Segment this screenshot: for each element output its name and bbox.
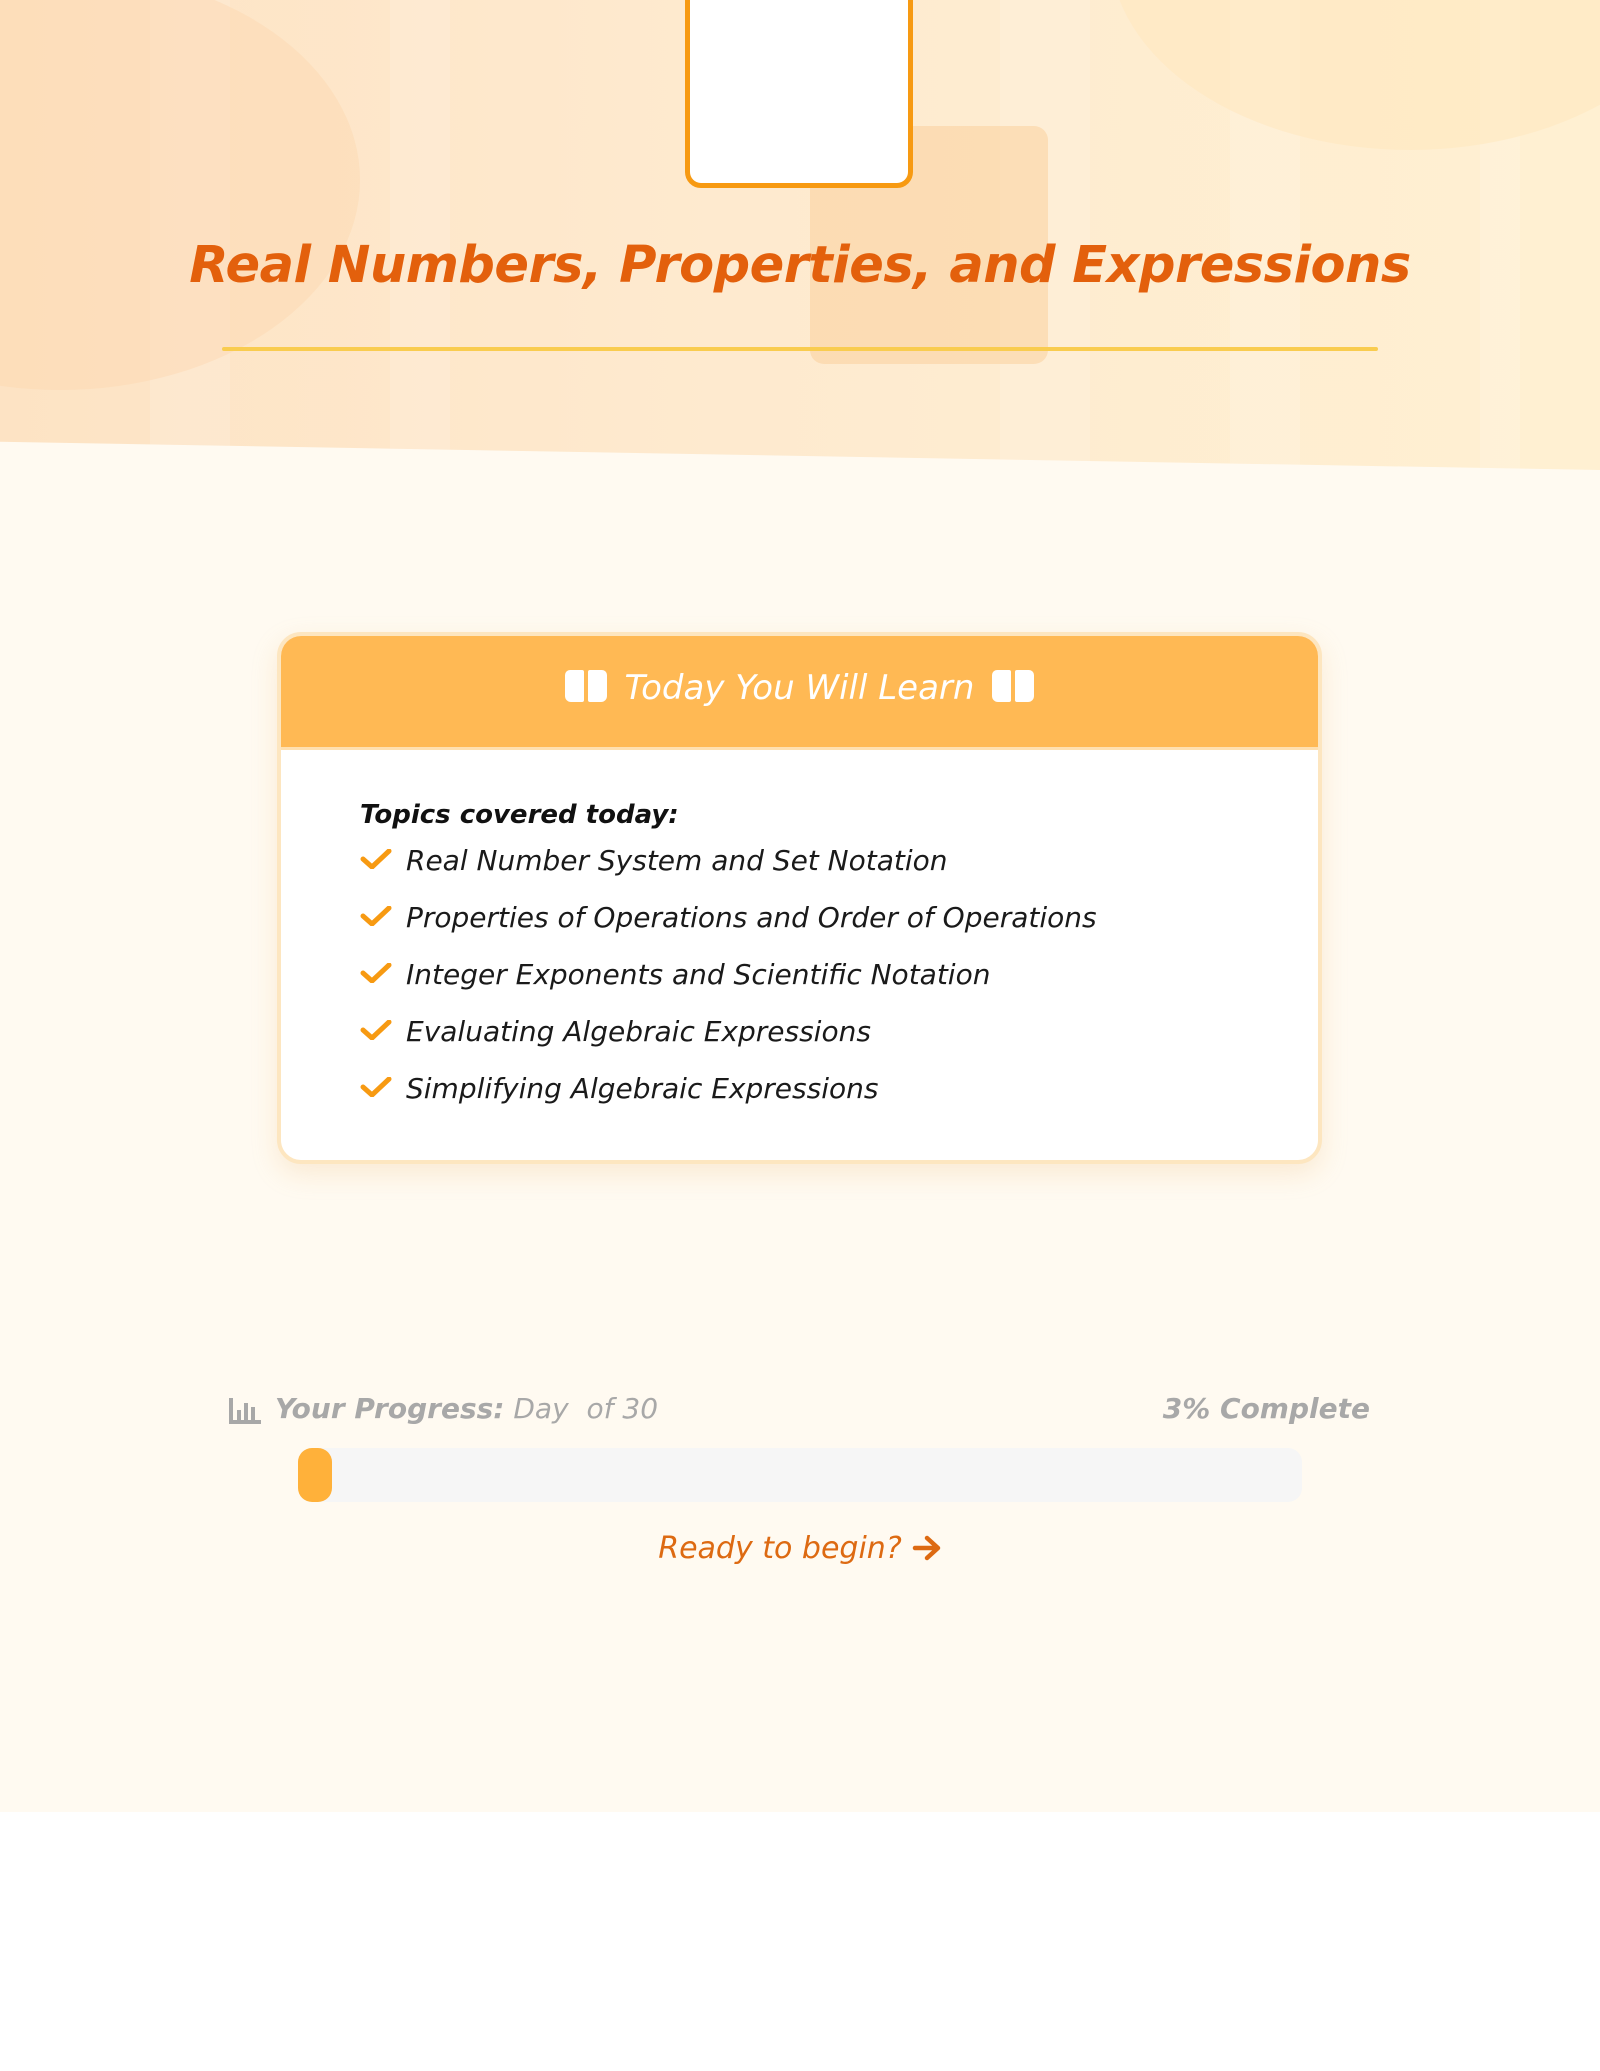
progress-header xyxy=(229,1392,1370,1432)
topic-text: Integer Exponents and Scientific Notation xyxy=(406,958,991,991)
card-header xyxy=(281,636,1318,750)
topic-item xyxy=(360,903,1097,960)
topic-text: Simplifying Algebraic Expressions xyxy=(406,1072,879,1105)
progress-total: of 30 xyxy=(586,1392,659,1425)
topic-text: Properties of Operations and Order of Operations xyxy=(406,901,1097,934)
hero-decoration xyxy=(1110,0,1600,150)
arrow-right-icon xyxy=(912,1535,942,1561)
topic-item xyxy=(360,846,1097,903)
progress-day: Day xyxy=(513,1392,578,1425)
logo-frame xyxy=(685,0,913,188)
progress-title: Your Progress: xyxy=(275,1392,505,1425)
check-icon xyxy=(360,963,392,983)
begin-link-text: Ready to begin? xyxy=(658,1531,902,1566)
bar-chart-icon xyxy=(229,1398,261,1424)
topic-text: Real Number System and Set Notation xyxy=(406,844,948,877)
book-icon xyxy=(992,670,1034,702)
progress-bar-fill xyxy=(298,1448,332,1502)
hero-decoration xyxy=(390,0,450,470)
topics-list xyxy=(360,846,1097,1131)
hero-decoration xyxy=(0,0,360,390)
check-icon xyxy=(360,906,392,926)
topic-item xyxy=(360,1074,1097,1131)
begin-link[interactable] xyxy=(0,1531,1600,1566)
topics-label: Topics covered today: xyxy=(360,800,679,830)
check-icon xyxy=(360,849,392,869)
check-icon xyxy=(360,1020,392,1040)
title-divider xyxy=(222,347,1378,351)
check-icon xyxy=(360,1077,392,1097)
card-title-row xyxy=(281,668,1318,708)
progress-percent: 3% Complete xyxy=(1162,1392,1370,1425)
topic-text: Evaluating Algebraic Expressions xyxy=(406,1015,871,1048)
topic-item xyxy=(360,960,1097,1017)
book-icon xyxy=(565,670,607,702)
learning-objectives-card xyxy=(277,632,1322,1164)
page-title: Real Numbers, Properties, and Expressions xyxy=(189,236,1411,295)
card-title: Today You Will Learn xyxy=(624,668,975,708)
topic-item xyxy=(360,1017,1097,1074)
progress-bar xyxy=(298,1448,1302,1502)
progress-label xyxy=(275,1392,658,1425)
